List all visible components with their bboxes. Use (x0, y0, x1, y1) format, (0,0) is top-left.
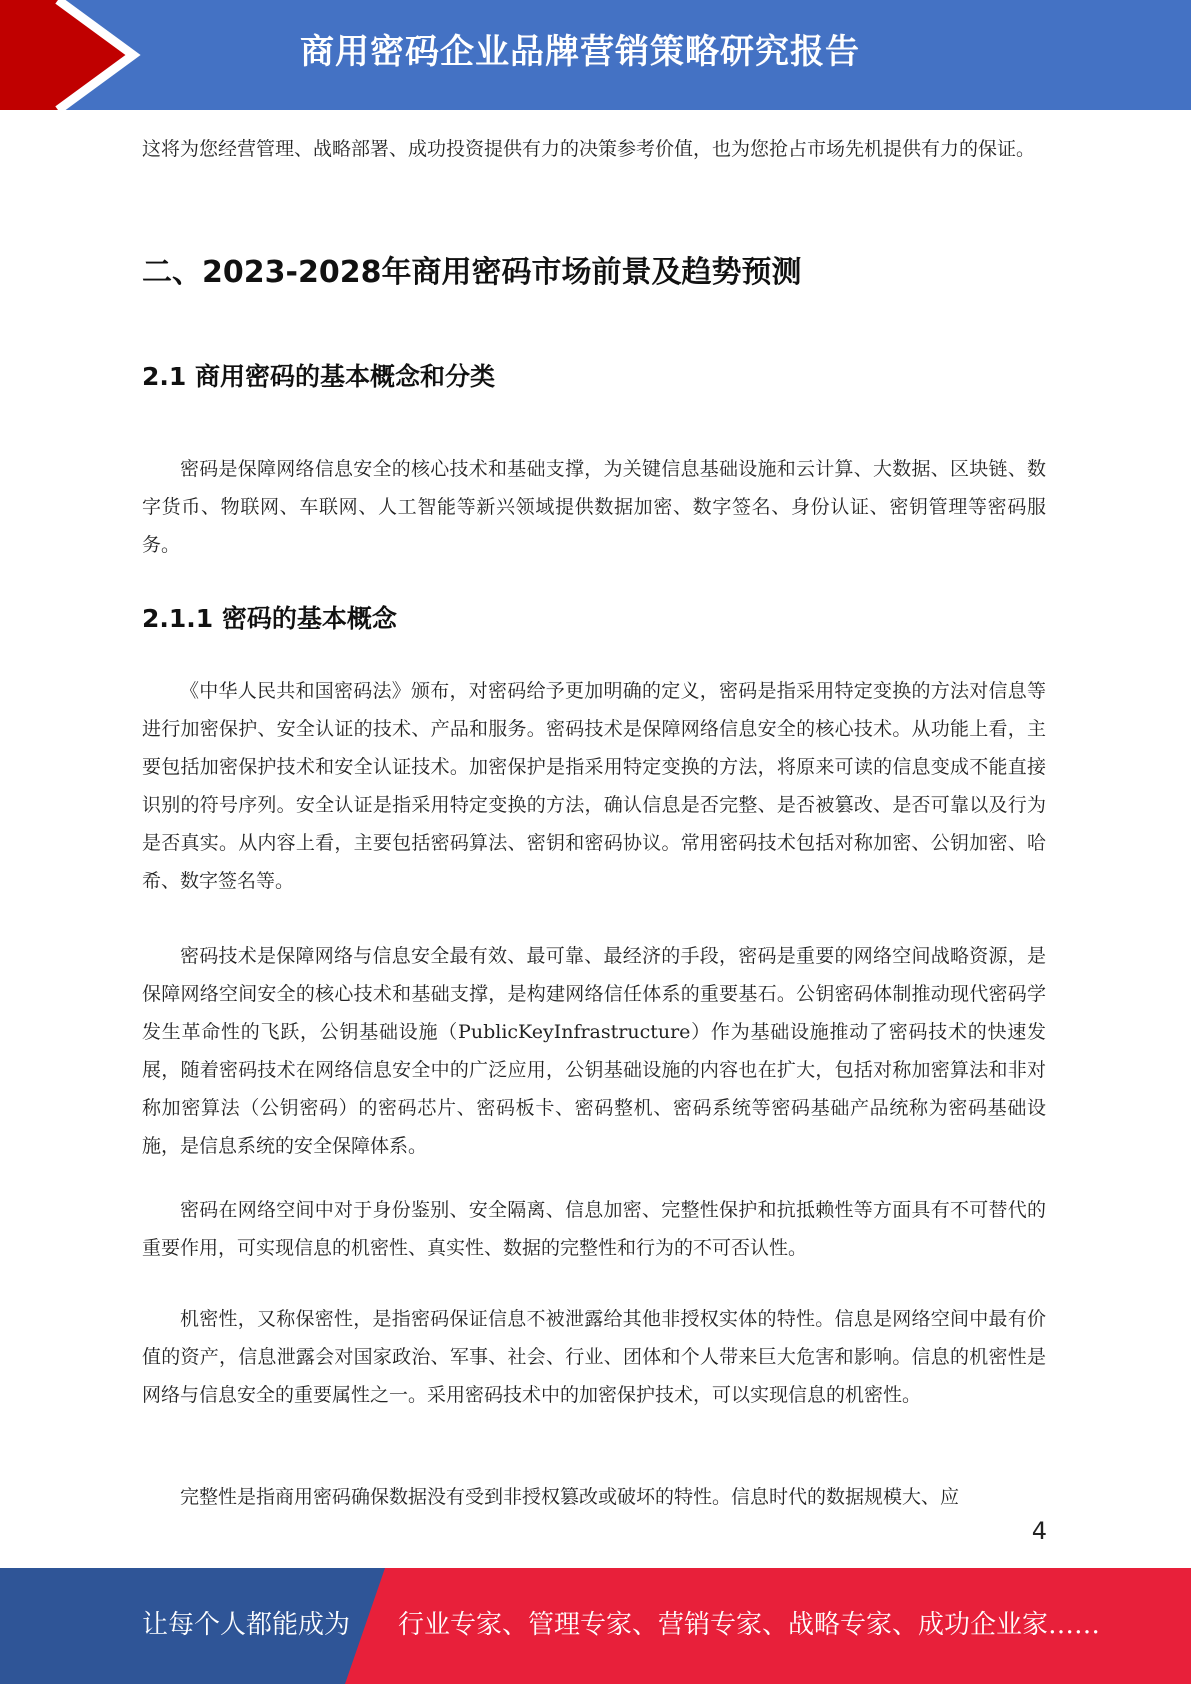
body-paragraph: 密码技术是保障网络与信息安全最有效、最可靠、最经济的手段，密码是重要的网络空间战略资源，是保障网络空间安全的核心技术和基础支撑，是构建网络信任体系的重要基石。公钥密码体制推动现代密码学发生革命性的飞跃，公钥基础设施（PublicKeyInfrastructure）作为基础设施推动了密码技术的快速发展，随着密码技术在网络信息安全中的广泛应用，公钥基础设施的内容也在扩大，包括对称加密算法和非对称加密算法（公钥密码）的密码芯片、密码板卡、密码整机、密码系统等密码基础产品统称为密码基础设施，是信息系统的安全保障体系。 (142, 945, 1046, 1157)
section-heading: 二、2023-2028年商用密码市场前景及趋势预测 (142, 255, 802, 290)
subsection-heading: 2.1 商用密码的基本概念和分类 (142, 362, 495, 391)
report-title: 商用密码企业品牌营销策略研究报告 (300, 32, 860, 72)
paragraph-block-5 (142, 1478, 1046, 1516)
body-paragraph: 机密性，又称保密性，是指密码保证信息不被泄露给其他非授权实体的特性。信息是网络空间中最有价值的资产，信息泄露会对国家政治、军事、社会、行业、团体和个人带来巨大危害和影响。信息的机密性是网络与信息安全的重要属性之一。采用密码技术中的加密保护技术，可以实现信息的机密性。 (142, 1308, 1046, 1406)
body-paragraph: 完整性是指商用密码确保数据没有受到非授权篡改或破坏的特性。信息时代的数据规模大、应 (180, 1486, 960, 1508)
intro-paragraph: 这将为您经营管理、战略部署、成功投资提供有力的决策参考价值，也为您抢占市场先机提供有力的保证。 (142, 138, 1036, 160)
footer-slogan-left: 让每个人都能成为 (142, 1610, 351, 1640)
subsection-paragraph: 密码是保障网络信息安全的核心技术和基础支撑，为关键信息基础设施和云计算、大数据、区块链、数字货币、物联网、车联网、人工智能等新兴领域提供数据加密、数字签名、身份认证、密钥管理等密码服务。 (142, 458, 1046, 556)
paragraph-block-4 (142, 1300, 1046, 1414)
body-paragraph: 《中华人民共和国密码法》颁布，对密码给予更加明确的定义，密码是指采用特定变换的方法对信息等进行加密保护、安全认证的技术、产品和服务。密码技术是保障网络信息安全的核心技术。从功能上看，主要包括加密保护技术和安全认证技术。加密保护是指采用特定变换的方法，将原来可读的信息变成不能直接识别的符号序列。安全认证是指采用特定变换的方法，确认信息是否完整、是否被篡改、是否可靠以及行为是否真实。从内容上看，主要包括密码算法、密钥和密码协议。常用密码技术包括对称加密、公钥加密、哈希、数字签名等。 (142, 680, 1046, 892)
subsubsection-heading: 2.1.1 密码的基本概念 (142, 604, 397, 633)
subsection-text-block (142, 450, 1046, 564)
page-header (0, 0, 1191, 110)
body-paragraph: 密码在网络空间中对于身份鉴别、安全隔离、信息加密、完整性保护和抗抵赖性等方面具有不可替代的重要作用，可实现信息的机密性、真实性、数据的完整性和行为的不可否认性。 (142, 1199, 1046, 1259)
paragraph-block-1 (142, 672, 1046, 900)
paragraph-block-3 (142, 1191, 1046, 1267)
page-footer (0, 1568, 1191, 1684)
footer-slogan-right: 行业专家、管理专家、营销专家、战略专家、成功企业家…… (398, 1610, 1101, 1640)
paragraph-block-2 (142, 937, 1046, 1165)
intro-block (142, 130, 1046, 168)
page-number: 4 (1031, 1517, 1047, 1545)
